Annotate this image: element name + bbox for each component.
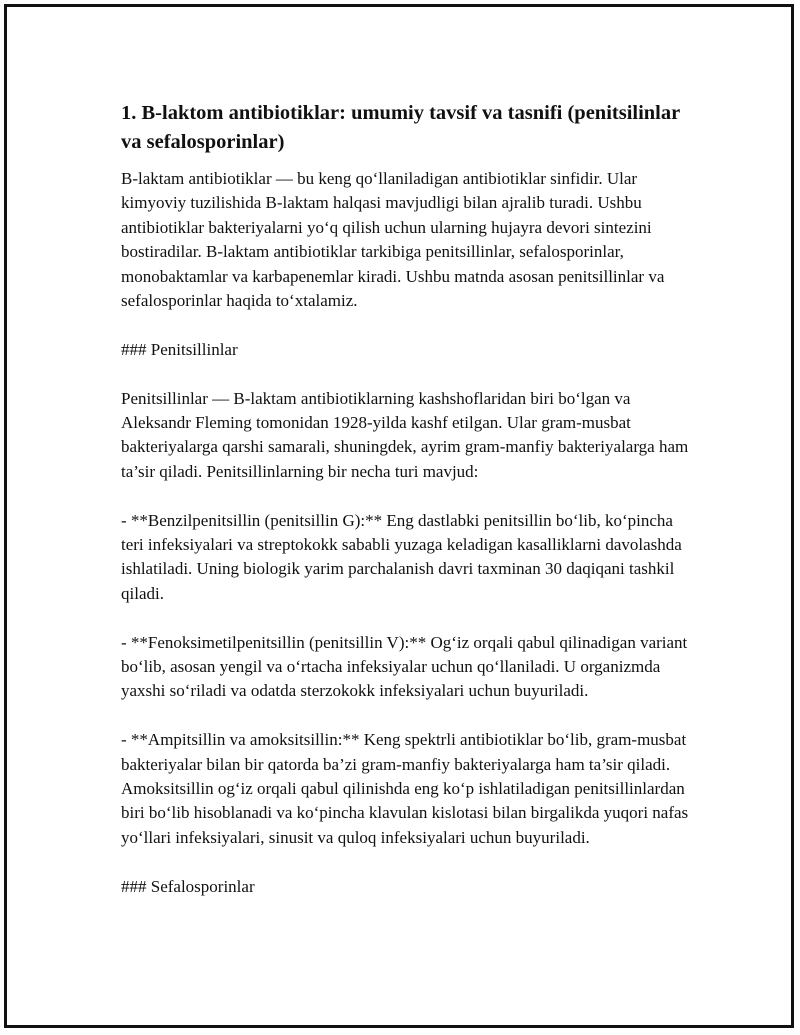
list-item-ampicillin-amoxicillin: - **Ampitsillin va amoksitsillin:** Keng spektrli antibiotiklar bo‘lib, gram-musbat bakteriyalar bilan bir qatorda ba’zi gram-manfiy bakteriyalarga ham ta’sir qiladi. Amoksitsillin og‘iz orqali qabul qilinishda eng ko‘p ishlatiladigan penitsillinlardan biri bo‘lib hisoblanadi va ko‘pincha klavulan kislotasi bilan birgalikda yuqori nafas yo‘llari infeksiyalari, sinusit va quloq infeksiyalari uchun buyuriladi. <box>121 730 689 847</box>
list-item-phenoxymethylpenicillin: - **Fenoksimetilpenitsillin (penitsillin V):** Og‘iz orqali qabul qilinadigan variant bo‘lib, asosan yengil va o‘rtacha infeksiyalar uchun qo‘llaniladi. U organizmda yaxshi so‘riladi va odatda sterzokokk infeksiyalari uchun buyuriladi. <box>121 632 688 701</box>
document-body <box>121 99 691 923</box>
document-title: 1. B-laktom antibiotiklar: umumiy tavsif va tasnifi (penitsilinlar va sefalosporinlar) <box>121 102 680 153</box>
section-heading-penicillins: ### Penitsillinlar <box>121 339 238 359</box>
page-frame <box>4 4 794 1028</box>
penicillins-intro-paragraph: Penitsillinlar — B-laktam antibiotiklarning kashshoflaridan biri bo‘lgan va Aleksandr Fleming tomonidan 1928-yilda kashf etilgan. Ular gram-musbat bakteriyalarga qarshi samarali, shuningdek, ayrim gram-manfiy bakteriyalarga ham ta’sir qiladi. Penitsillinlarning bir necha turi mavjud: <box>121 388 689 481</box>
section-heading-cephalosporins: ### Sefalosporinlar <box>121 876 255 896</box>
intro-paragraph: B-laktam antibiotiklar — bu keng qo‘llaniladigan antibiotiklar sinfidir. Ular kimyoviy tuzilishida B-laktam halqasi mavjudligi bilan ajralib turadi. Ushbu antibiotiklar bakteriyalarni yo‘q qilish uchun ularning hujayra devori sintezini bostiradilar. B-laktam antibiotiklar tarkibiga penitsillinlar, sefalosporinlar, monobaktamlar va karbapenemlar kiradi. Ushbu matnda asosan penitsillinlar va sefalosporinlar haqida to‘xtalamiz. <box>121 169 665 311</box>
list-item-benzylpenicillin: - **Benzilpenitsillin (penitsillin G):** Eng dastlabki penitsillin bo‘lib, ko‘pincha teri infeksiyalari va streptokokk sababli yuzaga keladigan kasalliklarni davolashda ishlatiladi. Uning biologik yarim parchalanish davri taxminan 30 daqiqani tashkil qiladi. <box>121 510 682 603</box>
